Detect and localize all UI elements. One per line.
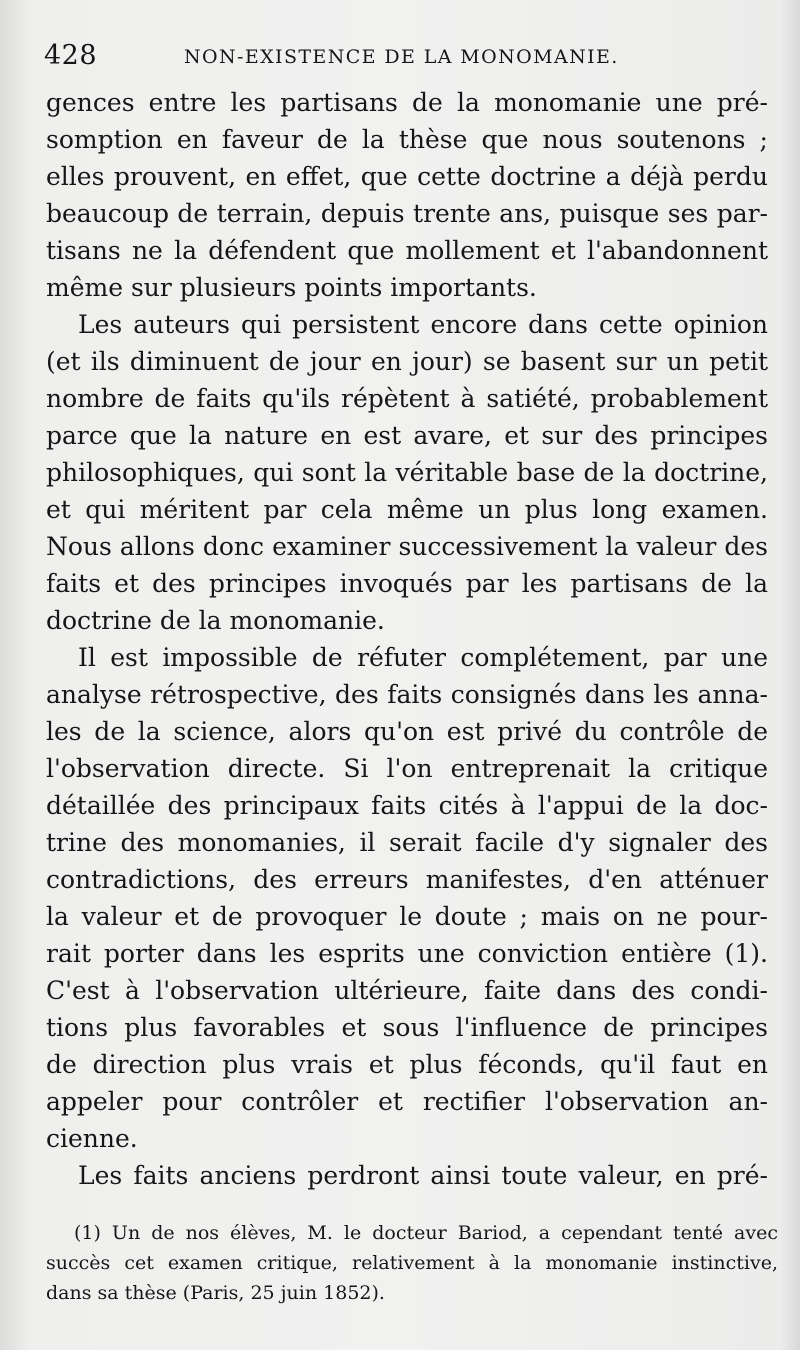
text-line: détaillée des principaux faits cités à l'appui de la doc- — [46, 791, 768, 820]
text-line: appeler pour contrôler et rectifier l'observation an- — [46, 1087, 768, 1116]
page-number: 428 — [44, 40, 98, 71]
footnote-line: succès cet examen critique, relativement à la monomanie instinctive, — [46, 1252, 778, 1274]
text-line: C'est à l'observation ultérieure, faite dans des condi- — [46, 976, 768, 1005]
page-header — [44, 40, 774, 80]
text-line: contradictions, des erreurs manifestes, d'en atténuer — [46, 865, 768, 894]
text-line: trine des monomanies, il serait facile d'y signaler des — [46, 828, 768, 857]
footnote-line: (1) Un de nos élèves, M. le docteur Bariod, a cependant tenté avec — [74, 1222, 778, 1244]
paragraph-start-line: Les auteurs qui persistent encore dans cette opinion — [78, 310, 768, 339]
text-line: tisans ne la défendent que mollement et l'abandonnent — [46, 236, 768, 265]
text-line: Nous allons donc examiner successivement la valeur des — [46, 532, 768, 561]
text-line: faits et des principes invoqués par les partisans de la — [46, 569, 768, 598]
text-line: l'observation directe. Si l'on entreprenait la critique — [46, 754, 768, 783]
text-line: rait porter dans les esprits une conviction entière (1). — [46, 939, 768, 968]
text-line: la valeur et de provoquer le doute ; mais on ne pour- — [46, 902, 768, 931]
text-line: tions plus favorables et sous l'influence de principes — [46, 1013, 768, 1042]
text-line: cienne. — [46, 1124, 138, 1153]
text-line: même sur plusieurs points importants. — [46, 273, 537, 302]
paragraph-start-line: Les faits anciens perdront ainsi toute valeur, en pré- — [78, 1161, 768, 1190]
text-line: parce que la nature en est avare, et sur des principes — [46, 421, 768, 450]
paragraph-start-line: Il est impossible de réfuter complétement, par une — [78, 643, 768, 672]
text-line: les de la science, alors qu'on est privé du contrôle de — [46, 717, 768, 746]
running-title: NON-EXISTENCE DE LA MONOMANIE. — [184, 46, 619, 68]
footnote-line: dans sa thèse (Paris, 25 juin 1852). — [46, 1282, 385, 1304]
text-line: somption en faveur de la thèse que nous soutenons ; — [46, 125, 768, 154]
footnote — [46, 1218, 778, 1308]
text-line: gences entre les partisans de la monomanie une pré- — [46, 88, 768, 117]
text-line: philosophiques, qui sont la véritable base de la doctrine, — [46, 458, 768, 487]
text-line: beaucoup de terrain, depuis trente ans, puisque ses par- — [46, 199, 768, 228]
text-line: analyse rétrospective, des faits consignés dans les anna- — [46, 680, 768, 709]
text-line: (et ils diminuent de jour en jour) se basent sur un petit — [46, 347, 768, 376]
text-line: nombre de faits qu'ils répètent à satiété, probablement — [46, 384, 768, 413]
text-line: elles prouvent, en effet, que cette doctrine a déjà perdu — [46, 162, 768, 191]
body-text — [46, 84, 768, 1194]
text-line: et qui méritent par cela même un plus long examen. — [46, 495, 768, 524]
text-line: de direction plus vrais et plus féconds, qu'il faut en — [46, 1050, 768, 1079]
text-line: doctrine de la monomanie. — [46, 606, 385, 635]
